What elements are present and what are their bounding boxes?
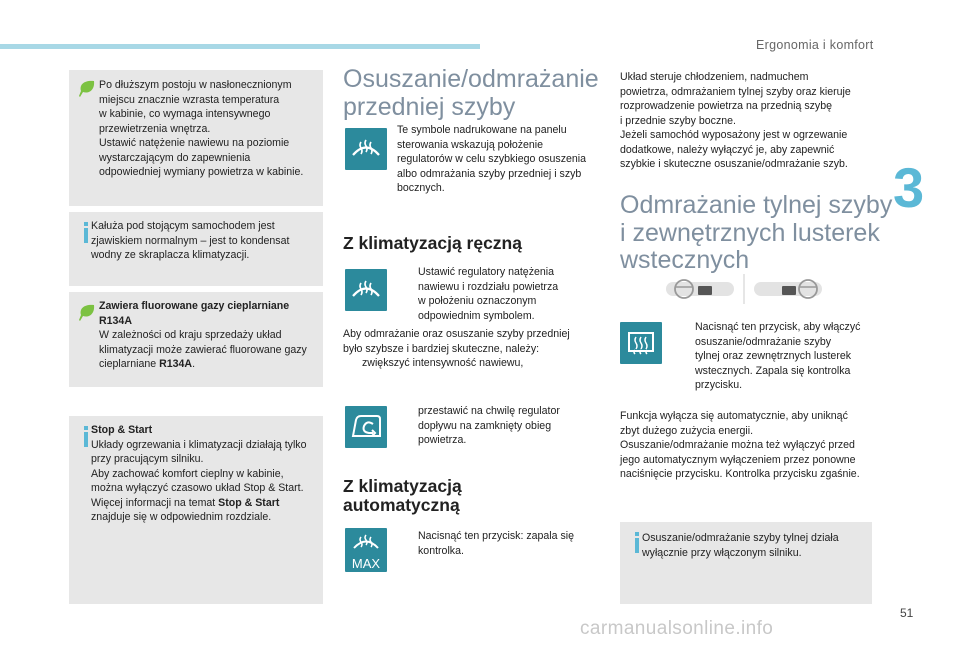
body-text-line: dodatkowe, należy wyłączyć je, aby zapewnić [620,143,835,156]
subsection-title-automatic [343,477,462,516]
note-line: w kabinie, co wymaga intensywnego [99,108,271,120]
section-title-line: Osuszanie/odmrażanie [343,65,599,93]
note-text: . [192,358,196,370]
note-line: Układy ogrzewania i klimatyzacji działają tylko [91,438,307,451]
note-title: Stop & Start [91,424,153,436]
step-text-line: wstecznych. Zapala się kontrolka [695,364,851,377]
front-defrost-icon [345,128,387,170]
leaf-icon [77,78,97,98]
step-text-line: kontrolka. [418,544,464,557]
intro-text-line: sterowania wskazują położenie [397,138,544,151]
max-label: MAX [351,556,381,571]
body-text-line: jego automatycznym wyłączeniem przez ponowne [620,453,856,466]
note-line: Kałuża pod stojącym samochodem jest [91,220,275,232]
header-accent-bar [0,44,480,49]
step-text-line: dopływu na zamknięty obieg [418,419,552,432]
note-line: Po dłuższym postoju w nasłonecznionym [99,79,292,91]
body-bullet-text: zwiększyć intensywność nawiewu, [362,357,524,369]
note-rear-defrost-engine [620,522,872,604]
body-text-line: było szybsze i bardziej skuteczne, należy: [343,342,540,355]
front-defrost-symbol-tile [345,269,387,311]
body-text-line: i przednie szyby boczne. [620,114,737,127]
note-line: miejscu znacznie wzrasta temperatura [99,93,280,106]
front-defrost-icon [345,269,387,311]
section-title-line: Odmrażanie tylnej szyby [620,191,893,219]
page-number: 51 [900,606,914,620]
note-stop-start [69,416,323,604]
step-text-line: powietrza. [418,434,467,446]
section-title-line: wstecznych [620,246,750,274]
note-line: przewietrzenia wnętrza. [99,122,211,135]
note-text: cieplarniane [99,358,160,370]
body-text-line: Jeżeli samochód wyposażony jest w ogrzewanie [620,129,848,141]
body-text-line: Układ steruje chłodzeniem, nadmuchem [620,71,809,83]
note-line: wodny ze skraplacza klimatyzacji. [91,249,250,261]
watermark: carmanualsonline.info [580,618,774,639]
note-line [99,357,195,372]
section-title-front-defrost [343,66,599,121]
section-title-line: przedniej szyby [343,92,516,121]
intro-text-line: regulatorów w celu szybkiego osuszenia [397,153,587,165]
intro-text-line: Te symbole nadrukowane na panelu [397,124,567,136]
note-text: Więcej informacji na temat [91,496,219,509]
leaf-icon [77,302,97,322]
note-condensate [69,212,323,286]
body-text-line: naciśnięcie przycisku. Kontrolka przycisku zgaśnie. [620,468,860,480]
step-text-line: osuszanie/odmrażanie szyby [695,335,832,348]
body-text-line: rozprowadzenie powietrza na przednią szybę [620,100,832,112]
step-text-line: Nacisnąć ten przycisk: zapala się [418,530,575,542]
rear-defrost-symbol-tile [620,322,662,364]
step-text-line: przestawić na chwilę regulator [418,405,560,417]
rear-defrost-icon [620,322,662,364]
section-header-title: Ergonomia i komfort [756,38,874,52]
section-title-line: i zewnętrznych lusterek [620,218,880,247]
max-defrost-button-tile [345,528,387,572]
front-defrost-symbol-tile [345,128,387,170]
step-text-line: Ustawić regulatory natężenia [418,266,555,278]
recirculation-icon [345,406,387,448]
recirculation-symbol-tile [345,406,387,448]
body-text-line: Osuszanie/odmrażanie można też wyłączyć przed [620,439,855,451]
note-fluorinated-gas [69,292,323,387]
note-line: odpowiedniej wymiany powietrza w kabinie. [99,166,304,178]
note-line: znajduje się w odpowiednim rozdziale. [91,511,272,523]
section-title-rear-defrost [620,192,892,275]
body-text-line: Aby odmrażanie oraz osuszanie szyby przedniej [343,328,570,340]
subsection-title-line: automatyczną [343,495,460,516]
note-line [91,496,279,511]
step-text-line: nawiewu i rozdziału powietrza [418,280,559,293]
note-bold-text: R134A [159,358,193,370]
note-line: wyłącznie przy włączonym silniku. [642,546,802,559]
subsection-title-line: Z klimatyzacją [343,476,462,496]
max-defrost-icon [345,528,387,572]
chapter-number: 3 [893,156,925,219]
body-text-line: szybkie i skuteczne osuszanie/odmrażanie szyb. [620,158,848,170]
body-text-line: Funkcja wyłącza się automatycznie, aby uniknąć [620,410,848,422]
step-text-line: przycisku. [695,379,743,391]
note-line: W zależności od kraju sprzedaży układ [99,329,282,341]
step-text-line: odpowiednim symbolem. [418,309,535,322]
note-line: przy pracującym silniku. [91,453,204,465]
note-line: zjawiskiem normalnym – jest to kondensat [91,234,290,247]
note-line: można wyłączyć czasowo układ Stop & Start. [91,482,304,494]
note-title: Zawiera fluorowane gazy cieplarniane [99,300,290,312]
step-text-line: Nacisnąć ten przycisk, aby włączyć [695,321,861,333]
note-line: Aby zachować komfort cieplny w kabinie, [91,467,284,480]
note-title: R134A [99,314,132,327]
note-line: wystarczającym do zapewnienia [99,151,251,164]
intro-text-line: bocznych. [397,182,445,194]
note-sun-parking [69,70,323,206]
note-line: Ustawić natężenie nawiewu na poziomie [99,137,290,149]
note-bold-text: Stop & Start [218,496,280,509]
subsection-title-manual: Z klimatyzacją ręczną [343,233,522,253]
intro-text-line: albo odmrażania szyby przedniej i szyb [397,167,582,180]
body-text-line: zbyt dużego zużycia energii. [620,424,754,437]
note-line: Osuszanie/odmrażanie szyby tylnej działa [642,532,839,544]
note-line: klimatyzacji może zawierać fluorowane gazy [99,343,307,356]
rear-defrost-button-illustration [662,274,832,304]
step-text-line: w położeniu oznaczonym [418,295,537,307]
step-text-line: tylnej oraz zewnętrznych lusterek [695,350,852,362]
body-text-line: powietrza, odmrażaniem tylnej szyby oraz kieruje [620,85,851,98]
